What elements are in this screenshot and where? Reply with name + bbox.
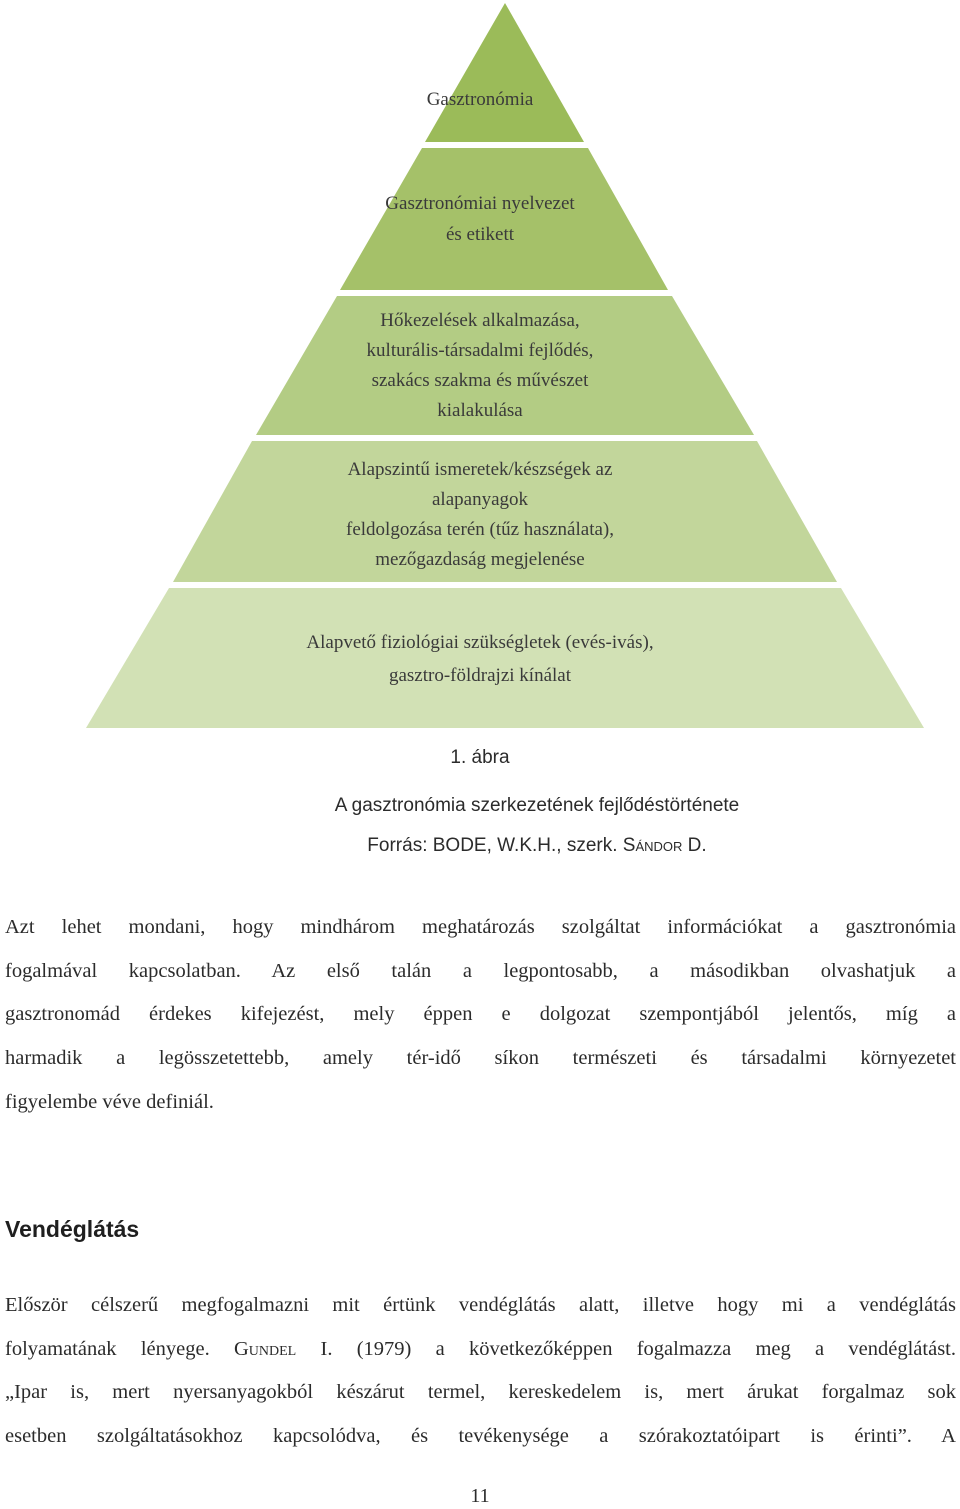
tier-2-label: Gasztronómiai nyelvezet és etikett [385, 193, 575, 245]
tier-1-label: Gasztronómia [426, 89, 534, 110]
paragraph-2: Először célszerű megfogalmazni mit értünk vendéglátás alatt, illetve hogy mi a vendéglátás folyamatának lényege. Gundel I. (1979) a következőképpen fogalmazza meg a vendéglátást. „Ipar is, mert nyersanyagokból készárut termel, kereskedelem is, mert árukat forgalmaz sok esetben szolgáltatásokhoz kapcsolódva, és tevékenysége a szórakoztatóipart is érinti”. A [5, 1294, 956, 1448]
paragraph-1: Azt lehet mondani, hogy mindhárom meghatározás szolgáltat információkat a gasztronómia fogalmával kapcsolatban. Az első talán a legpontosabb, a másodikban olvashatjuk a gasztronomád érdekes kifejezést, mely éppen e dolgozat szempontjából jelentős, míg a harmadik a legösszetettebb, amely tér-idő síkon természeti és társadalmi környezetet figyelembe véve definiál. [5, 916, 956, 1113]
figure-title: A gasztronómia szerkezetének fejlődéstörténete [334, 795, 740, 816]
tier-4-label: Alapszintű ismeretek/készségek az alapanyagok feldolgozása terén (tűz használata), mezőgazdaság megjelenése [346, 459, 614, 570]
figure-source: Forrás: BODE, W.K.H., szerk. Sándor D. [367, 835, 707, 856]
figure-number: 1. ábra [450, 747, 510, 768]
page-number: 11 [470, 1485, 490, 1507]
pyramid-tier-1 [425, 3, 584, 142]
tier-5-label: Alapvető fiziológiai szükségletek (evés-ivás), gasztro-földrajzi kínálat [306, 632, 654, 686]
tier-3-label: Hőkezelések alkalmazása, kulturális-társadalmi fejlődés, szakács szakma és művészet kialakulása [366, 310, 594, 421]
paragraph-2-line-2: folyamatának lényege. Gundel I. (1979) a következőképpen fogalmazza meg a vendéglátást. [5, 1337, 956, 1360]
section-heading: Vendéglátás [5, 1216, 140, 1242]
